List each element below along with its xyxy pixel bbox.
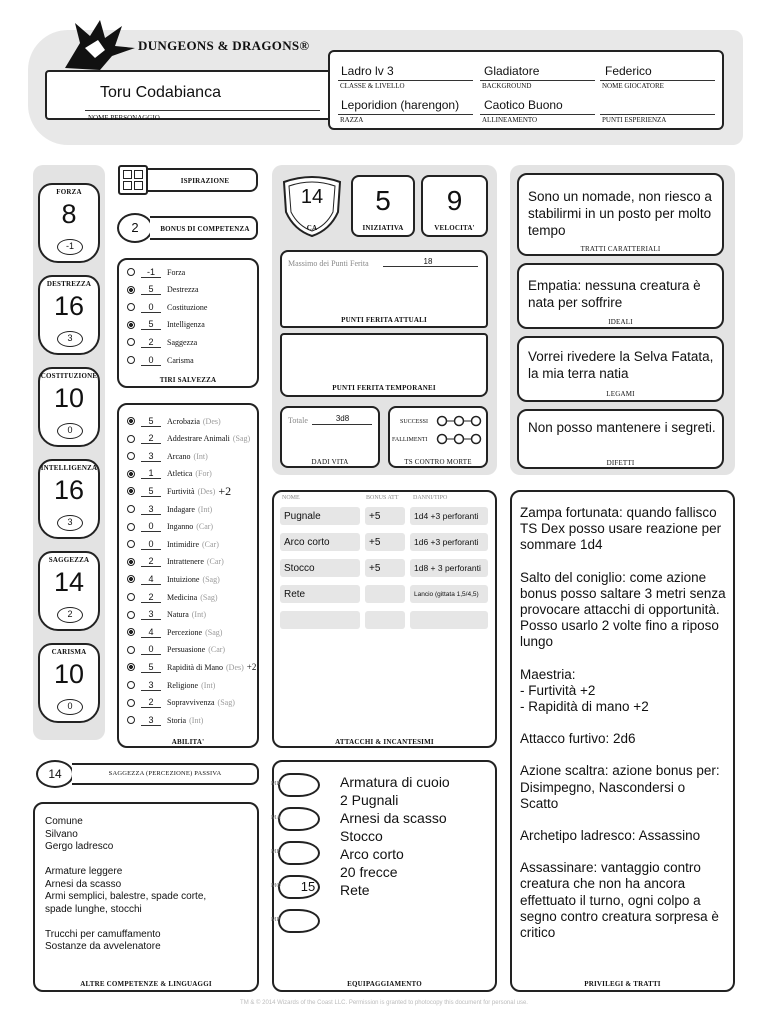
skill-row xyxy=(127,415,221,427)
skill-attribute: (Int) xyxy=(191,610,206,620)
attack-bonus-cell[interactable]: +5 xyxy=(365,559,405,577)
death-saves-label: TS CONTRO MORTE xyxy=(404,458,472,466)
logo-text: DUNGEONS & DRAGONS® xyxy=(138,38,310,53)
languages-text[interactable] xyxy=(45,816,206,954)
skill-row xyxy=(127,485,231,497)
skill-attribute: (For) xyxy=(195,469,212,479)
ability-score-2 xyxy=(38,367,100,447)
language-line: Trucchi per camuffamento xyxy=(45,928,161,940)
equipment-label: EQUIPAGGIAMENTO xyxy=(347,980,422,988)
skill-attribute: (Des) xyxy=(226,662,244,672)
coin-label: MP xyxy=(271,917,280,923)
skill-row xyxy=(127,626,222,638)
language-line: Armature leggere xyxy=(45,866,123,877)
player-name-label: NOME GIOCATORE xyxy=(602,82,664,90)
skill-name: Intimidire xyxy=(167,539,199,549)
skill-row xyxy=(127,538,219,550)
attacks-col-damage: DANNI/TIPO xyxy=(413,495,448,501)
alignment[interactable]: Caotico Buono xyxy=(484,98,563,112)
proficiency-circle-icon[interactable] xyxy=(127,286,135,294)
coin-label: MR xyxy=(271,781,281,787)
saving-throw-value[interactable]: 5 xyxy=(141,284,161,295)
character-name-label: NOME PERSONAGGIO xyxy=(88,114,160,122)
skill-row xyxy=(127,468,212,480)
ability-modifier[interactable]: 3 xyxy=(57,331,83,347)
proficiency-circle-icon[interactable] xyxy=(127,611,135,619)
proficiency-circle-icon[interactable] xyxy=(127,681,135,689)
proficiency-circle-icon[interactable] xyxy=(127,356,135,364)
language-line xyxy=(45,916,206,929)
background[interactable]: Gladiatore xyxy=(484,64,540,78)
ability-modifier[interactable]: 0 xyxy=(57,423,83,439)
ability-modifier[interactable]: 2 xyxy=(57,607,83,623)
skill-value[interactable]: 2 xyxy=(141,592,161,603)
death-saves-success-circles[interactable] xyxy=(436,415,482,427)
skill-value[interactable]: 3 xyxy=(141,609,161,620)
skill-name: Percezione xyxy=(167,627,203,637)
hit-dice-label: DADI VITA xyxy=(311,458,349,466)
skill-expertise-note[interactable]: +2 xyxy=(218,483,232,498)
footer-copyright: TM & © 2014 Wizards of the Coast LLC. Permission is granted to photocopy this document for personal use. xyxy=(240,1000,528,1006)
death-saves-fail-label: FALLIMENTI xyxy=(392,437,428,443)
saving-throw-value[interactable]: 2 xyxy=(141,337,161,348)
proficiency-circle-icon[interactable] xyxy=(127,338,135,346)
proficiency-circle-icon[interactable] xyxy=(127,417,135,425)
equipment-item: Arco corto xyxy=(340,846,404,862)
equipment-item: Rete xyxy=(340,882,370,898)
feature-block: Zampa fortunata: quando fallisco TS Dex posso usare reazione per sommare 1d4 xyxy=(520,505,722,553)
attack-damage-cell[interactable]: Lancio (gittata 1,5/4,5) xyxy=(410,585,488,603)
skill-value[interactable]: 0 xyxy=(141,644,161,655)
ideals-label: IDEALI xyxy=(608,318,633,326)
attack-name-cell[interactable]: Rete xyxy=(280,585,360,603)
skill-name: Religione xyxy=(167,680,199,690)
skill-name: Inganno xyxy=(167,522,194,532)
skill-attribute: (Sag) xyxy=(217,698,235,708)
language-line: spade lunghe, stocchi xyxy=(45,903,142,915)
proficiency-circle-icon[interactable] xyxy=(127,646,135,654)
skill-row xyxy=(127,679,215,691)
hit-points-max-value[interactable]: 18 xyxy=(423,257,433,266)
equipment-item: 2 Pugnali xyxy=(340,792,399,808)
skill-attribute: (Car) xyxy=(206,557,224,567)
saving-throw-value[interactable]: -1 xyxy=(141,267,161,278)
attack-bonus-cell[interactable] xyxy=(365,611,405,629)
skill-name: Natura xyxy=(167,610,189,620)
dragon-logo-icon xyxy=(60,18,140,73)
speed-label: VELOCITA' xyxy=(434,224,475,232)
coin-label: ME xyxy=(271,849,280,855)
flaws-text: Non posso mantenere i segreti. xyxy=(528,420,716,435)
skill-attribute: (Sag) xyxy=(205,627,223,637)
ability-modifier[interactable]: 3 xyxy=(57,515,83,531)
skill-value[interactable]: 5 xyxy=(141,662,161,673)
attack-bonus-cell[interactable]: +5 xyxy=(365,533,405,551)
skill-attribute: (Car) xyxy=(196,522,214,532)
skill-value[interactable]: 5 xyxy=(141,486,161,497)
death-saves-success-label: SUCCESSI xyxy=(400,419,429,425)
language-line: Comune xyxy=(45,816,83,827)
ability-modifier[interactable]: 0 xyxy=(57,699,83,715)
saving-throw-name: Intelligenza xyxy=(167,320,205,330)
ability-label: CARISMA xyxy=(51,648,87,656)
skill-value[interactable]: 3 xyxy=(141,715,161,726)
hit-dice-total[interactable]: 3d8 xyxy=(335,414,350,423)
proficiency-circle-icon[interactable] xyxy=(127,593,135,601)
proficiency-circle-icon[interactable] xyxy=(127,487,135,495)
language-line: Gergo ladresco xyxy=(45,841,114,852)
proficiency-circle-icon[interactable] xyxy=(127,558,135,566)
skill-name: Sopravvivenza xyxy=(167,698,215,708)
skill-row xyxy=(127,644,225,656)
attack-bonus-cell[interactable]: +5 xyxy=(365,507,405,525)
skill-value[interactable]: 5 xyxy=(141,416,161,427)
skill-value[interactable]: 0 xyxy=(141,521,161,532)
coin-field-ma[interactable] xyxy=(271,807,320,831)
skill-attribute: (Int) xyxy=(189,715,204,725)
ability-score-value[interactable]: 8 xyxy=(61,199,77,229)
race-label: RAZZA xyxy=(340,116,364,124)
skill-attribute: (Int) xyxy=(201,680,216,690)
skill-value[interactable]: 3 xyxy=(141,680,161,691)
inspiration-icon[interactable] xyxy=(118,165,148,195)
features-label: PRIVILEGI & TRATTI xyxy=(584,980,661,988)
saving-throw-value[interactable]: 5 xyxy=(141,319,161,330)
hit-points-current-label: PUNTI FERITA ATTUALI xyxy=(341,316,427,324)
saving-throw-name: Costituzione xyxy=(167,302,208,312)
ability-label: FORZA xyxy=(56,188,82,196)
skill-name: Acrobazia xyxy=(167,416,200,426)
proficiency-circle-icon[interactable] xyxy=(127,523,135,531)
ability-score-1 xyxy=(38,275,100,355)
skill-value[interactable]: 2 xyxy=(141,697,161,708)
skills-label: ABILITA' xyxy=(171,738,205,746)
saving-throw-row xyxy=(127,266,185,278)
proficiency-circle-icon[interactable] xyxy=(127,716,135,724)
saving-throw-name: Destrezza xyxy=(167,285,199,295)
saving-throw-row xyxy=(127,336,197,348)
feature-block: Archetipo ladresco: Assassino xyxy=(520,828,701,844)
proficiency-circle-icon[interactable] xyxy=(127,663,135,671)
language-line: Sostanze da avvelenatore xyxy=(45,941,161,952)
skill-name: Furtività xyxy=(167,486,195,496)
skill-row xyxy=(127,556,224,568)
skill-name: Indagare xyxy=(167,504,195,514)
speed-value[interactable]: 9 xyxy=(446,185,463,216)
skill-row xyxy=(127,521,213,533)
armor-class-label: CA xyxy=(306,224,318,232)
attack-bonus-cell[interactable] xyxy=(365,585,405,603)
saving-throw-row xyxy=(127,319,205,331)
initiative-value[interactable]: 5 xyxy=(375,185,391,216)
skill-name: Intuizione xyxy=(167,574,200,584)
armor-class-value[interactable]: 14 xyxy=(300,186,324,208)
proficiency-circle-icon[interactable] xyxy=(127,575,135,583)
skill-name: Addestrare Animali xyxy=(167,434,230,444)
attacks-col-bonus: BONUS ATT xyxy=(366,495,399,501)
ability-score-3 xyxy=(38,459,100,539)
skill-value[interactable]: 4 xyxy=(141,574,161,585)
proficiency-circle-icon[interactable] xyxy=(127,321,135,329)
skill-row xyxy=(127,450,208,462)
attack-damage-cell[interactable]: 1d6 +3 perforanti xyxy=(410,533,488,551)
saving-throw-row xyxy=(127,301,207,313)
proficiency-circle-icon[interactable] xyxy=(127,699,135,707)
skill-attribute: (Des) xyxy=(197,486,216,496)
class-level-label: CLASSE & LIVELLO xyxy=(340,82,405,90)
skill-value[interactable]: 3 xyxy=(141,451,161,462)
saving-throw-name: Forza xyxy=(167,267,186,277)
attack-name-cell[interactable]: Arco corto xyxy=(280,533,360,551)
traits-label: TRATTI CARATTERIALI xyxy=(580,245,661,253)
death-saves-fail-circles[interactable] xyxy=(436,433,482,445)
skill-expertise-note[interactable]: +2 xyxy=(246,662,257,673)
hit-points-temp-label: PUNTI FERITA TEMPORANEI xyxy=(332,384,436,392)
equipment-item: Armatura di cuoio xyxy=(340,774,450,790)
attack-name-cell[interactable]: Stocco xyxy=(280,559,360,577)
passive-perception-label: SAGGEZZA (PERCEZIONE) PASSIVA xyxy=(108,770,222,777)
skill-row xyxy=(127,609,206,621)
feature-block: Maestria: - Furtività +2 - Rapidità di mano +2 xyxy=(520,666,649,715)
skill-name: Arcano xyxy=(167,451,191,461)
proficiency-circle-icon[interactable] xyxy=(127,435,135,443)
saving-throws-label: TIRI SALVEZZA xyxy=(159,376,217,384)
ability-score-value[interactable]: 10 xyxy=(53,659,85,689)
language-line: Armi semplici, balestre, spade corte, xyxy=(45,891,207,902)
skill-attribute: (Des) xyxy=(202,416,221,426)
features-text[interactable] xyxy=(520,505,726,957)
equipment-list[interactable] xyxy=(340,773,450,899)
skill-row xyxy=(127,503,212,515)
skill-row xyxy=(127,573,220,585)
skill-value[interactable]: 2 xyxy=(141,433,161,444)
skill-name: Storia xyxy=(167,715,187,725)
bonds-label: LEGAMI xyxy=(606,390,635,398)
inspiration-label: ISPIRAZIONE xyxy=(180,177,230,185)
attack-damage-cell[interactable]: 1d4 +3 perforanti xyxy=(410,507,488,525)
ability-score-0 xyxy=(38,183,100,263)
passive-perception-value[interactable]: 14 xyxy=(36,760,74,788)
alignment-label: ALLINEAMENTO xyxy=(482,116,538,124)
proficiency-circle-icon[interactable] xyxy=(127,540,135,548)
feature-block: Assassinare: vantaggio contro creatura che non ha ancora effettuato il turno, ogni colpo a segno contro creatura sorpresa è critico xyxy=(520,860,719,941)
saving-throw-name: Carisma xyxy=(167,355,194,365)
character-name[interactable]: Toru Codabianca xyxy=(100,84,221,101)
skill-attribute: (Sag) xyxy=(202,574,220,584)
proficiency-circle-icon[interactable] xyxy=(127,505,135,513)
attack-name-cell[interactable]: Pugnale xyxy=(280,507,360,525)
feature-block: Salto del coniglio: come azione bonus posso saltare 3 metri senza provocare attacchi di opportunità. Posso usarlo 2 volte fino a riposo lungo xyxy=(520,569,726,650)
hit-dice-total-label: Totale xyxy=(288,416,308,425)
saving-throw-row xyxy=(127,354,194,366)
player-name[interactable]: Federico xyxy=(605,64,652,78)
attacks-col-name: NOME xyxy=(282,495,300,501)
skill-row xyxy=(127,433,250,445)
proficiency-label: BONUS DI COMPETENZA xyxy=(160,225,250,233)
ability-modifier[interactable]: -1 xyxy=(57,239,83,255)
saving-throw-value[interactable]: 0 xyxy=(141,355,161,366)
skill-attribute: (Int) xyxy=(197,504,213,514)
class-level[interactable]: Ladro lv 3 xyxy=(341,64,394,78)
proficiency-circle-icon[interactable] xyxy=(127,452,135,460)
character-name-line xyxy=(85,110,320,111)
attacks-label: ATTACCHI & INCANTESIMI xyxy=(335,738,434,746)
proficiency-value[interactable]: 2 xyxy=(117,213,153,243)
proficiency-circle-icon[interactable] xyxy=(127,303,135,311)
saving-throw-value[interactable]: 0 xyxy=(141,302,161,313)
saving-throw-row xyxy=(127,284,199,296)
background-label: BACKGROUND xyxy=(482,82,532,90)
ability-label: DESTREZZA xyxy=(46,280,92,288)
coin-label: MA xyxy=(271,815,281,821)
coin-field-mr[interactable] xyxy=(271,773,320,797)
saving-throw-name: Saggezza xyxy=(167,337,198,347)
skill-name: Rapidità di Mano xyxy=(167,662,223,672)
attack-damage-cell[interactable] xyxy=(410,611,488,629)
hit-points-max-label: Massimo dei Punti Ferita xyxy=(288,259,369,268)
gold-value[interactable]: 15 xyxy=(300,879,316,894)
equipment-item: Arnesi da scasso xyxy=(340,810,447,826)
ability-label: COSTITUZIONE xyxy=(40,372,98,380)
skill-name: Medicina xyxy=(167,592,198,602)
skill-attribute: (Int) xyxy=(193,451,208,461)
feature-block: Azione scaltra: azione bonus per: Disimpegno, Nascondersi o Scatto xyxy=(520,763,720,811)
skill-name: Persuasione xyxy=(167,645,206,655)
proficiency-circle-icon[interactable] xyxy=(127,268,135,276)
ability-score-value[interactable]: 14 xyxy=(53,567,85,597)
skill-value[interactable]: 2 xyxy=(141,556,161,567)
ability-score-value[interactable]: 16 xyxy=(53,475,85,505)
attack-name-cell[interactable] xyxy=(280,611,360,629)
initiative-label: INIZIATIVA xyxy=(362,224,404,232)
skill-attribute: (Car) xyxy=(208,645,226,655)
ability-score-5 xyxy=(38,643,100,723)
ideals-text: Empatia: nessuna creatura è nata per soffrire xyxy=(528,278,701,310)
language-line: Silvano xyxy=(45,828,78,840)
skill-attribute: (Car) xyxy=(202,539,219,549)
coin-label: MO xyxy=(271,883,281,889)
coin-field-me[interactable] xyxy=(271,841,320,865)
skill-name: Intrattenere xyxy=(167,557,204,567)
languages-label: ALTRE COMPETENZE & LINGUAGGI xyxy=(80,980,212,988)
race[interactable]: Leporidion (harengon) xyxy=(341,98,460,112)
ability-label: SAGGEZZA xyxy=(48,556,90,564)
skill-attribute: (Sag) xyxy=(232,434,251,444)
skill-value[interactable]: 4 xyxy=(141,627,161,638)
skill-attribute: (Sag) xyxy=(200,592,218,602)
ability-label: INTELLIGENZA xyxy=(40,464,98,472)
skill-row xyxy=(127,591,218,603)
feature-block: Attacco furtivo: 2d6 xyxy=(520,731,636,747)
experience-label: PUNTI ESPERIENZA xyxy=(602,116,667,124)
language-line xyxy=(45,854,206,867)
equipment-item: 20 frecce xyxy=(340,864,398,880)
proficiency-circle-icon[interactable] xyxy=(127,470,135,478)
bonds-text: Vorrei rivedere la Selva Fatata, la mia terra natia xyxy=(528,349,714,381)
proficiency-circle-icon[interactable] xyxy=(127,628,135,636)
language-line: Arnesi da scasso xyxy=(45,878,122,890)
ability-score-value[interactable]: 16 xyxy=(53,291,85,321)
ability-score-4 xyxy=(38,551,100,631)
skill-row xyxy=(127,661,256,673)
equipment-item: Stocco xyxy=(340,828,383,844)
skill-value[interactable]: 1 xyxy=(141,468,161,479)
skill-value[interactable]: 3 xyxy=(141,504,161,515)
attack-damage-cell[interactable]: 1d8 + 3 perforanti xyxy=(410,559,488,577)
skill-name: Atletica xyxy=(167,469,193,479)
skill-value[interactable]: 0 xyxy=(141,539,161,550)
skill-row xyxy=(127,697,235,709)
skill-row xyxy=(127,714,203,726)
flaws-label: DIFETTI xyxy=(606,459,635,467)
coin-field-mp[interactable] xyxy=(271,909,320,933)
traits-text: Sono un nomade, non riesco a stabilirmi in un posto per molto tempo xyxy=(528,189,712,238)
ability-score-value[interactable]: 10 xyxy=(53,383,85,413)
